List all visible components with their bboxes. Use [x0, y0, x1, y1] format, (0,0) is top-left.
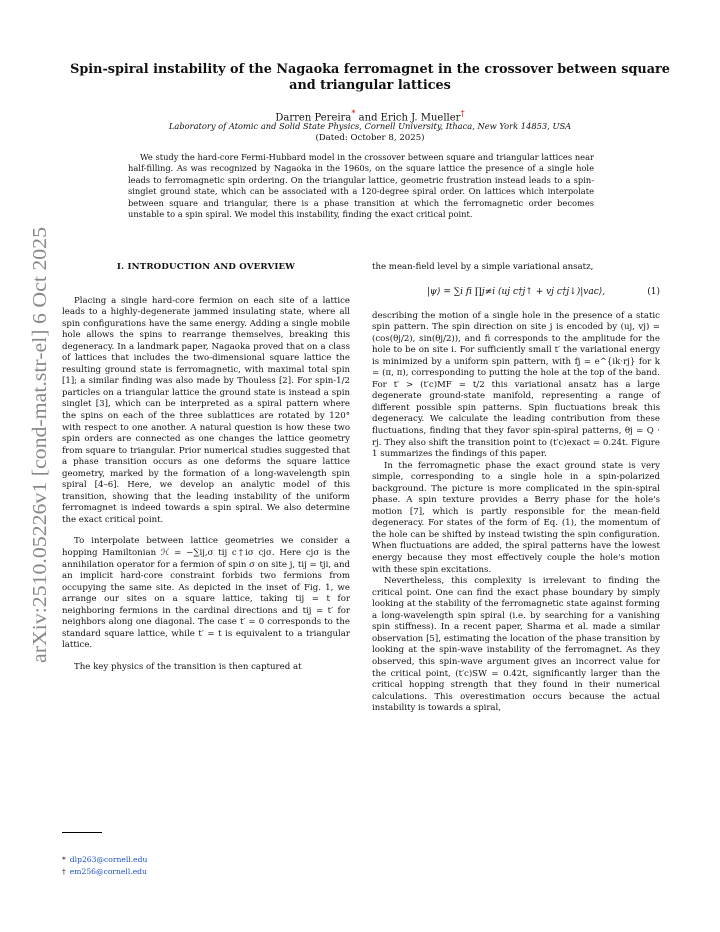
author-name: Erich J. Mueller: [380, 112, 461, 124]
equation-number: (1): [647, 286, 660, 297]
affiliation: Laboratory of Atomic and Solid State Physics, Cornell University, Ithaca, New York 14853, USA: [168, 121, 572, 131]
email-link[interactable]: em256@cornell.edu: [69, 867, 147, 876]
author-footnote-mark[interactable]: †: [460, 108, 465, 118]
paragraph: Nevertheless, this complexity is irrelevant to finding the critical point. One can find the exact phase boundary by simply looking at the stability of the ferromagnetic state against forming a long-wavelength spin spiral (i.e. by searching for a vanishing spin stiffness). In a recent paper, Sharma et al. made a similar observation [5], estimating the location of the phase transition by looking at the spin-wave instability of the ferromagnet. As they observed, this spin-wave argument gives an incorrect value for the critical point, (t′c)SW = 0.42t, significantly larger than the critical hopping strength that they found in their numerical calculations. This overestimation occurs because the actual instability is towards a spiral,: [372, 576, 660, 714]
author-name: Darren Pereira: [275, 112, 352, 124]
left-column: [62, 262, 350, 674]
paragraph: describing the motion of a single hole in the presence of a static spin pattern. The spin direction on site j is encoded by (uj, vj) = (cos(θj/2), sin(θj/2)), and fi corresponds to the amplitude for the hole to be on site i. For sufficiently small t′ the variational energy is minimized by a uniform spin pattern, with fj = e^{ik·rj} for k = (π, π), corresponding to putting the hole at the top of the band. For t′ > (t′c)MF = t/2 this variational ansatz has a large degenerate ground-state manifold, representing a range of different possible spin patterns. Spin fluctuations break this degeneracy. We calculate the leading contribution from these fluctuations, finding that they favor spin-spiral patterns, θj = Q · rj. They also shift the transition point to (t′c)exact = 0.24t. Figure 1 summarizes the findings of this paper.: [372, 310, 660, 460]
paragraph: The key physics of the transition is then captured at: [74, 661, 302, 672]
footnote-mark: †: [62, 867, 66, 876]
footnote-email[interactable]: [62, 855, 147, 864]
abstract: We study the hard-core Fermi-Hubbard model in the crossover between square and triangular lattices near half-filling. As was recognized by Nagaoka in the 1960s, on the square lattice the presence of a single hole leads to ferromagnetic spin ordering. On the triangular lattice, geometric frustration instead leads to a spin-singlet ground state, which can be associated with a 120-degree spiral order. On lattices which interpolate between square and triangular, there is a phase transition at which the ferromagnetic order becomes unstable to a spin spiral. We model this instability, finding the exact critical point.: [128, 152, 594, 220]
paragraph: the mean-field level by a simple variational ansatz,: [372, 262, 594, 272]
author-footnote-mark[interactable]: *: [351, 108, 356, 118]
right-column: [372, 262, 660, 715]
date-line: (Dated: October 8, 2025): [315, 133, 425, 143]
equation-body: |ψ⟩ = ∑i fi ∏j≠i (uj c†j↑ + vj c†j↓)|vac⟩,: [426, 286, 606, 297]
paper-title: Spin-spiral instability of the Nagaoka ferromagnet in the crossover between square and triangular lattices: [70, 62, 670, 93]
author-conjunction: and: [355, 112, 381, 124]
paragraph: In the ferromagnetic phase the exact ground state is very simple, corresponding to a single hole in a spin-polarized background. The picture is more complicated in the spin-spiral phase. A spin texture provides a Berry phase for the hole's motion [7], which is partly responsible for the mean-field degeneracy. For states of the form of Eq. (1), the momentum of the hole can be shifted by instead twisting the spin configuration. When fluctuations are added, the spiral patterns have the lowest energy because they most effectively couple the hole's motion with these spin excitations.: [372, 460, 660, 575]
equation-1: [372, 280, 660, 304]
arxiv-identifier: arXiv:2510.05226v1 [cond-mat.str-el] 6 Oct 2025: [29, 253, 51, 663]
section-heading: I. INTRODUCTION AND OVERVIEW: [116, 262, 296, 272]
arxiv-sidebar-stamp: [10, 225, 58, 665]
footnote-mark: *: [62, 855, 66, 864]
paragraph: To interpolate between lattice geometries we consider a hopping Hamiltonian ℋ = −∑ij,σ tij c†iσ cjσ. Here cjσ is the annihilation operator for a fermion of spin σ on site j, tij = tji, and an implicit hard-core constraint forbids two fermions from occupying the same site. As depicted in the inset of Fig. 1, we arrange our sites on a square lattice, taking tij = t for neighboring fermions in the cardinal directions and tij = t′ for neighbors along one diagonal. The case t′ = 0 corresponds to the standard square lattice, while t′ = t is equivalent to a triangular lattice.: [62, 536, 350, 651]
email-link[interactable]: dlp263@cornell.edu: [69, 855, 148, 864]
paragraph: Placing a single hard-core fermion on each site of a lattice leads to a highly-degenerate jammed insulating state, where all spin configurations have the same energy. Adding a single mobile hole allows the spins to rearrange themselves, breaking this degeneracy. In a landmark paper, Nagaoka proved that on a class of lattices that includes the two-dimensional square lattice the resulting ground state is ferromagnetic, with maximal total spin [1]; a similar finding was also made by Thouless [2]. For spin-1/2 particles on a triangular lattice the ground state is instead a spin singlet [3], which can be interpreted as a spiral pattern where the spins on each of the three sublattices are rotated by 120° with respect to one another. A natural question is how these two spin orders are connected as one changes the lattice geometry from square to triangular. Prior numerical studies suggested that a phase transition occurs as one deforms the square lattice geometry, marked by the formation of a long-wavelength spin spiral [4–6]. Here, we develop an analytic model of this transition, showing that the leading instability of the uniform ferromagnet is indeed towards a spin spiral. We also determine the exact critical point.: [62, 295, 350, 525]
footnote-rule: [62, 832, 102, 833]
footnote-email[interactable]: [62, 867, 147, 876]
